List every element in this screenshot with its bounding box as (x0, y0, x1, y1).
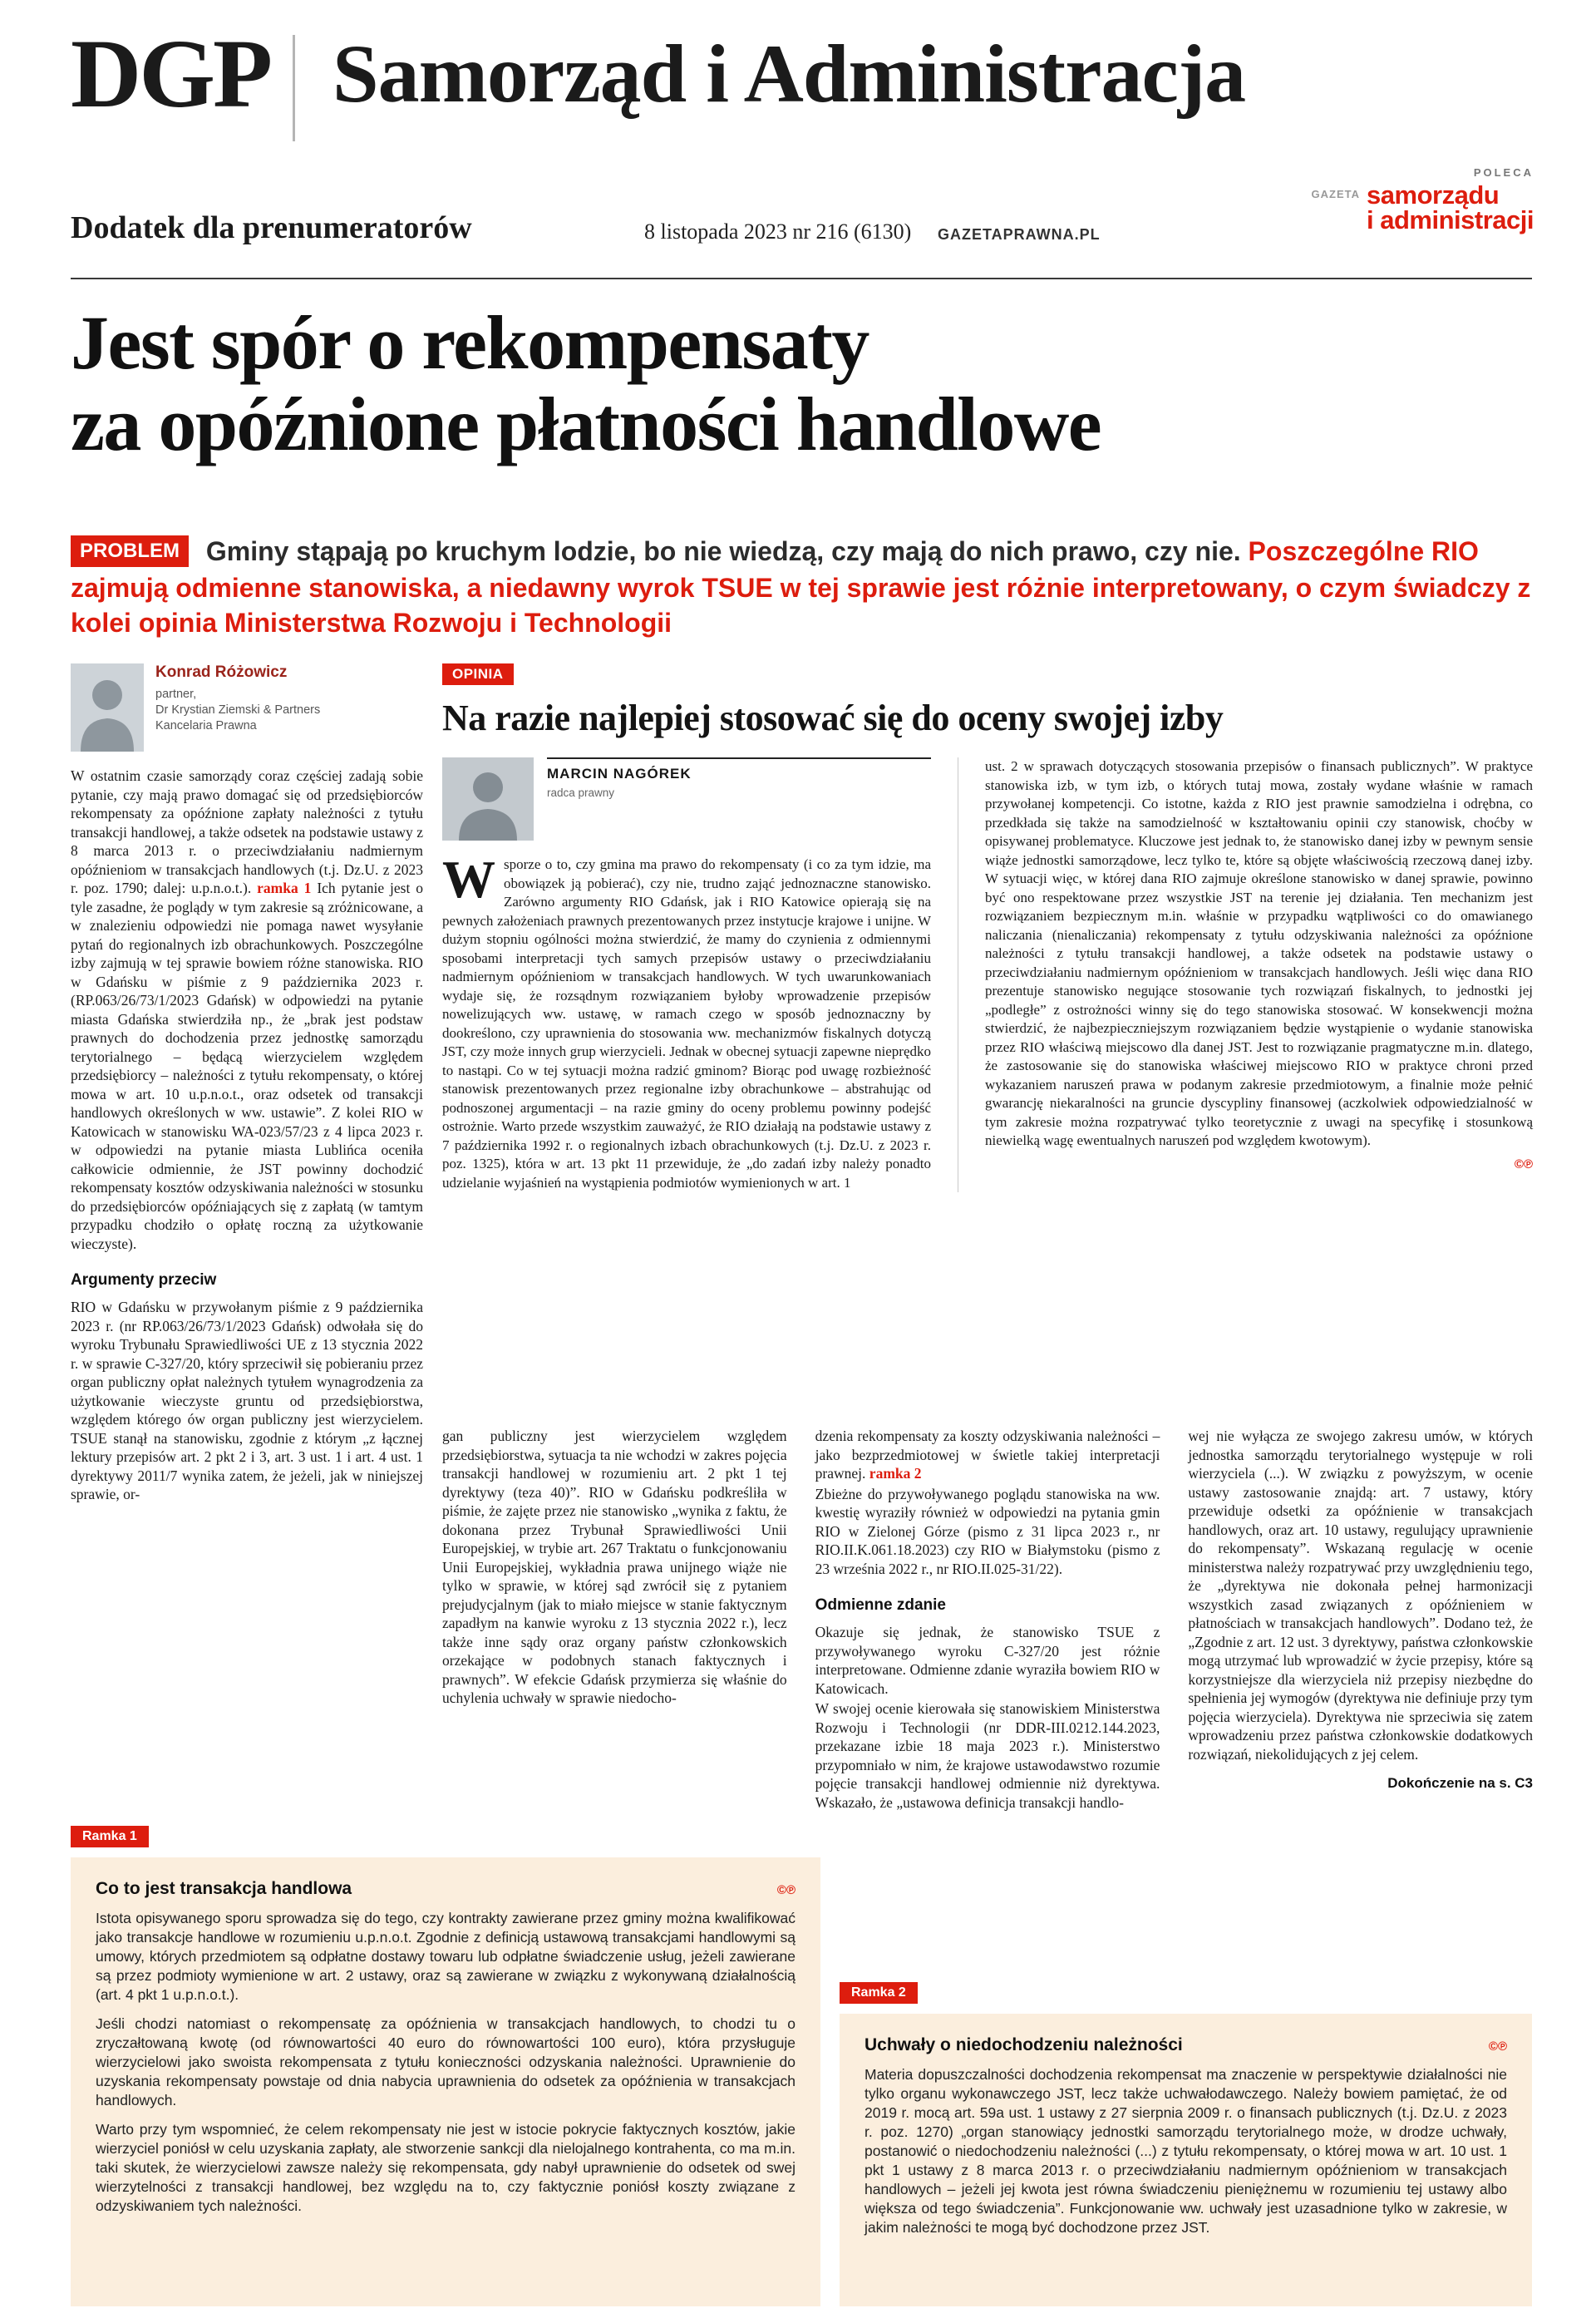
box-reference-marker: ramka 1 (257, 880, 312, 896)
opinion-column-2 (958, 757, 1533, 1192)
opinion-columns (442, 757, 1533, 1192)
opinion-author-name: MARCIN NAGÓREK (547, 766, 692, 782)
box1-title: Co to jest transakcja handlowa (96, 1879, 352, 1898)
headline-line-1: Jest spór o rekompensaty (71, 300, 869, 385)
box2-title: Uchwały o niedochodzeniu należności (864, 2035, 1183, 2054)
person-silhouette-icon (442, 757, 534, 841)
continuation-note: Dokończenie na s. C3 (1387, 1775, 1534, 1791)
opinion-author-info (547, 757, 931, 841)
article-paragraph: W swojej ocenie kierowała się stanowiskiem Ministerstwa Rozwoju i Technologii (nr DDR-III.0212.144.2023, przekazane izbie 18 maja 2023 r.). Ministerstwo przypomniało w nim, że krajowe ustawodawstwo rozumie pojęcie transakcji handlowej odmiennie niż dyrektywa. Wskazało, że „ustawowa definicja transakcji handlo- (815, 1700, 1160, 1811)
headline-line-2: za opóźnione płatności handlowe (71, 381, 1101, 466)
dgp-logo: DGP (71, 19, 271, 128)
box1-paragraph: Warto przy tym wspomnieć, że celem rekompensaty nie jest w istocie pokrycie faktycznych kosztów, jakie wierzyciel poniósł w celu uzyskania zapłaty, ale stworzenie sankcji dla nielojalnego kontrahenta, co ma m.in. taki skutek, że wierzycielowi zawsze należy się rekompensata, gdy nabył uprawnienie do odsetek od swej wierzytelności z transakcji handlowej, bez względu na to, czy faktycznie poniósł koszty związane z odzyskiwaniem tych należności. (96, 2121, 796, 2214)
person-silhouette-icon (71, 663, 144, 752)
copyright-mark: ©℗ (1488, 2039, 1507, 2054)
infobox-uchwaly (840, 2014, 1532, 2306)
article-text: Ich pytanie jest o tyle zasadne, że poglądy w tym zakresie są zróżnicowane, a w znalezieniu odpowiedzi nie pomaga nawet wysyłanie pytań do regionalnych izb obrachunkowych. Poszczególne izby zajmują w tej sprawie bowiem różne stanowiska. RIO w Gdańsku w piśmie z 9 października 2023 r. (RP.063/26/73/1/2023 Gdańsk) w odpowiedzi na pytanie miasta Gdańska stwierdziła np., że „brak jest podstaw prawnych do dochodzenia przez jednostkę samorządu terytorialnego – będącą wierzycielem względem przedsiębiorcy – należności z tytułu rekompensaty, o której mowa w art. 10 u.p.n.o.t., oraz odsetek od transakcji handlowych określonych w ww. ustawie”. Z kolei RIO w Katowicach w stanowisku WA-023/57/23 z 4 lipca 2023 r. w odpowiedzi na pytanie miasta Lublińca oceniła całkowicie odmiennie, że JST powinny dochodzić rekompensaty kosztów odzyskiwania należności w stosunku do przedsiębiorców opóźniających się z zapłatą (w tamtym przypadku chodziło o opłatę roczną za użytkowanie wieczyste). (71, 880, 423, 1252)
author-role (155, 687, 320, 734)
infobox-transakcja-handlowa (71, 1857, 820, 2306)
edition-label: Dodatek dla prenumeratorów (71, 210, 472, 245)
issue-date: 8 listopada 2023 nr 216 (6130) (644, 219, 912, 244)
website-label: GAZETAPRAWNA.PL (938, 226, 1101, 243)
copyright-mark: ©℗ (1514, 1157, 1533, 1171)
article-paragraph: RIO w Gdańsku w przywołanym piśmie z 9 października 2023 r. (nr RP.063/26/73/1/2023 Gdańsk) odwołała się do wyroku Trybunału Sprawiedliwości UE z 13 stycznia 2022 r. w sprawie C-327/20, który sprzeciwił się pobieraniu przez organ publiczny opłat należnych tytułem wynagrodzenia za użytkowanie wieczyste gruntu od przedsiębiorstwa, względem którego ów organ publiczny jest wierzycielem. TSUE stanął na stanowisku, zgodnie z którym „z łącznej lektury przepisów art. 2 pkt 2 i 3, art. 3 ust. 1 i art. 4 ust. 1 dyrektywy 2011/7 wynika zatem, że jeżeli, jak w niniejszej sprawie, or- (71, 1299, 423, 1502)
box1-paragraph: Jeśli chodzi natomiast o rekompensatę za opóźnienia w transakcjach handlowych, to chodzi tu o zryczałtowaną kwotę (od równowartości 40 euro do równowartości 100 euro), która przysługuje wierzycielowi jako swoista rekompensata z tytułu konieczności odzyskania należności. Uprawnienie do uzyskania rekompensaty powstaje od dnia nabycia uprawnienia do odsetek za opóźnienia w transakcjach handlowych. (96, 2015, 796, 2108)
opinion-paragraph: ust. 2 w sprawach dotyczących stosowania przepisów o finansach publicznych”. W praktyce stanowiska izb, w tym izb, o których tutaj mowa, zostały wydane właśnie w ramach przywołanej kompetencji. Co istotne, każda z RIO jest prawnie samodzielna i odrębna, co przedkłada się także na samodzielność w kształtowaniu opinii czy stanowisk, choćby w opisywanej problematyce. Kluczowe jest jednak to, że stanowisko danej izby w pewnym sensie wiąże jednostki samorządowe, lecz tylko te, które są objęte właściwością rzeczową danej izby. W sytuacji więc, w której dana RIO zajmuje określone stanowisko w danej sprawie, powinno być ono respektowane przez wszystkie JST na terenie jej działania. Ten mechanizm jest rozwiązaniem bezpiecznym m.in. właśnie w przypadku wątpliwości co do omawianego naliczania (nienaliczania) rekompensaty z tytułu odzyskiwania należności za opóźnione należności z tytułu transakcji handlowej, a także odsetek na podstawie ustawy o przeciwdziałaniu nadmiernym opóźnieniom w transakcjach handlowych. Jeśli więc dana RIO prezentuje stanowisko negujące stosowanie tych rozwiązań fiskalnych, to jednostki jej „podległe” z ostrożności winny się do tego stanowiska stosować. W konsekwencji można stwierdzić, że najbezpieczniejszym rozwiązaniem będzie wystąpienie o wydanie stanowiska przez RIO właściwą miejscowo dla danej JST. Jest to rozwiązanie pragmatyczne m.in. dlatego, że zastosowanie się do stanowiska właściwej miejscowo RIO w praktyce chroni przed wykazaniem naruszeń prawa w podanym zakresie przedmiotowym, a finalnie może pełnić gwarancję niekaralności na gruncie dyscypliny finansowej (aczkolwiek odpowiedzialność w tym zakresie można rozpatrywać tylko teoretycznie z uwagi na specyfikę i stosunkową niewielką wagę ewentualnych naruszeń pod względem kwotowym). (985, 758, 1533, 1148)
article-column-2 (442, 1427, 787, 1812)
dropcap: W (442, 850, 495, 909)
brand-line-2: i administracji (1367, 205, 1534, 235)
copyright-mark: ©℗ (776, 1883, 796, 1897)
article-author-block (71, 663, 423, 752)
author-firm-line-2: Kancelaria Prawna (155, 718, 257, 732)
brand-logo (1367, 180, 1534, 235)
author-info (155, 663, 320, 752)
supplement-title: Samorząd i Administracja (332, 27, 1246, 120)
article-paragraph (815, 1427, 1160, 1483)
main-headline (71, 300, 1101, 466)
author-photo (71, 663, 144, 752)
opinion-author-role: radca prawny (547, 787, 615, 799)
gazeta-label: GAZETA (1311, 188, 1361, 200)
box2-paragraph: Materia dopuszczalności dochodzenia rekompensat ma znaczenie w perspektywie działalności nie tylko organu wykonawczego JST, lecz także uchwałodawczego. Należy bowiem pamiętać, że od 2019 r. mocą art. 59a ust. 1 ustawy z 27 sierpnia 2009 r. o finansach publicznych (t.j. Dz.U. z 2023 r. poz. 1270) „organ stanowiący jednostki samorządu terytorialnego może, w drodze uchwały, postanowić o niedochodzeniu należności (...) z tytułu rekompensaty, o której mowa w art. 10 ust. 1 pkt 1 ustawy z 8 marca 2013 r. o przeciwdziałaniu nadmiernym opóźnieniom w transakcjach handlowych – jeżeli jej kwota jest równa świadczeniu pieniężnemu w rozumieniu tej ustawy albo większa od tego świadczenia”. Funkcjonowanie ww. uchwały jest uzasadnione tylko w zakresie, w jakim należności te mogą być dochodzone przez JST. (864, 2066, 1507, 2236)
opinion-headline: Na razie najlepiej stosować się do oceny swojej izby (442, 698, 1224, 738)
lead-text-red: Poszczególne RIO zajmują odmienne stanowiska, a niedawny wyrok TSUE w tej sprawie jest różnie interpretowany, o czym świadczy z kolei opinia Ministerstwa Rozwoju i Technologii (71, 536, 1531, 638)
lead-text-dark: Gminy stąpają po kruchym lodzie, bo nie wiedzą, czy mają do nich prawo, czy nie. (205, 536, 1241, 566)
article-column-4 (1188, 1427, 1533, 1812)
opinion-column-1 (442, 757, 958, 1192)
box1-paragraph: Istota opisywanego sporu sprowadza się do tego, czy kontrakty zawierane przez gminy można kwalifikować jako transakcje handlowe w rozumieniu u.p.n.o.t. Zgodnie z definicją ustawową transakcjami handlowymi są umowy, których przedmiotem są odpłatne dostawy towaru lub odpłatne świadczenie usług, jeżeli zawierane są przez podmioty wymienione w art. 2 ustawy, oraz są zawierane w związku z wykonywaną działalnością (art. 4 pkt 1 u.p.n.o.t.). (96, 1910, 796, 2003)
author-role-line: partner, (155, 688, 197, 701)
article-paragraph: wej nie wyłącza ze swojego zakresu umów, w których jednostka samorządu terytorialnego występuje w roli wierzyciela (...). W związku z powyższym, w ocenie ustawy zastosowanie znajdą: art. 7 ustawy, który przewiduje odsetki za opóźnienie w transakcjach handlowych, oraz art. 10 ustawy, regulujący uprawnienie do rekompensaty”. Wskazaną regulację w ocenie ministerstwa należy rozpatrywać przy uwzględnieniu tego, że „dyrektywa nie dokonała pełnej harmonizacji wszystkich zasad związanych z opóźnieniem w płatnościach w transakcjach handlowych”. Dodano też, że „Zgodnie z art. 12 ust. 3 dyrektywy, państwa członkowskie mogą utrzymać lub wprowadzić w życie przepisy, które są korzystniejsze dla wierzyciela niż przepisy niezbędne do spełnienia jej wymogów (dyrektywa nie definiuje przy tym pojęcia wierzyciela). Dyrektywa nie sprzeciwia się zatem wprowadzeniu przez państwa członkowskie dodatkowych rozwiązań, niekolidujących z jej celem. (1188, 1428, 1534, 1763)
author-firm-line-1: Dr Krystian Ziemski & Partners (155, 703, 321, 717)
opinion-paragraph (442, 850, 931, 1192)
box1-label: Ramka 1 (71, 1826, 149, 1847)
article-paragraph: gan publiczny jest wierzycielem względem przedsiębiorstwa, sytuacja ta nie wchodzi w zakres pojęcia transakcji handlowej w rozumieniu art. 2 pkt 1 tej dyrektywy (teza 40)”. RIO w Gdańsku podkreśliła w piśmie, że zajęte przez nie stanowisko „wynika z faktu, że dokonana przez Trybunał Sprawiedliwości Unii Europejskiej, w trybie art. 267 Traktatu o funkcjonowaniu Unii Europejskiej, wykładnia prawa unijnego wiąże nie tylko w sprawie, w której sąd zwrócił się z pytaniem prejudycjalnym (jak to miało miejsce w stanie faktycznym zapadłym na kanwie wyroku z 13 stycznia 2022 r.), lecz także inne sądy oraz organy państw członkowskich orzekające w podobnych stanach faktycznych i prawnych”. W efekcie Gdańsk przymierza się właśnie do uchylenia uchwały w sprawie niedocho- (442, 1428, 787, 1706)
box-reference-marker: ramka 2 (869, 1465, 922, 1482)
opinion-text: sporze o to, czy gmina ma prawo do rekompensaty (i co za tym idzie, ma obowiązek ją pobierać), czy nie, trudno zająć jednoznaczne stanowisko. Zarówno argumenty RIO Gdańsk, jak i RIO Katowice opierają się na pewnych założeniach prawnych prezentowanych przez instytucje krajowe i unijne. W dużym stopniu ogólności można stwierdzić, że mamy do czynienia z odmiennymi sposobami interpretacji tych samych przepisów ustawy o przeciwdziałaniu nadmiernym opóźnieniom w transakcjach handlowych. W tych uwarunkowaniach wydaje się, że rozsądnym rozwiązaniem byłoby wprowadzenie przepisów nowelizujących ww. ustawę, w ramach czego w sposób jednoznaczny by dookreślono, czy uprawnienia do stosowania ww. mechanizmów fiskalnych dotyczą JST, czy może innych grup wierzycieli. Jednak w obecnej sytuacji zapewne nieprędko to nastąpi. Co w tej sytuacji można radzić gminom? Biorąc pod uwagę rozbieżność stanowisk prezentowanych przez regionalne izby obrachunkowe – abstrahując od podnoszonej argumentacji – na razie gminy do oceny problemu powinny podejść ostrożnie. Warto przede wszystkim zauważyć, że RIO działają na podstawie ustawy z 7 października 1992 r. o regionalnych izbach obrachunkowych (t.j. Dz.U. z 2023 r. poz. 1325), która w art. 13 pkt 11 przewiduje, że „do zadań izby należy ponadto udzielanie wyjaśnień na wystąpienia podmiotów wymienionych w art. 1 (442, 856, 931, 1191)
article-subhead: Odmienne zdanie (815, 1596, 946, 1614)
article-column-1 (71, 663, 423, 1504)
article-paragraph: Okazuje się jednak, że stanowisko TSUE z przywoływanego wyroku C-327/20 jest różnie interpretowane. Odmienne zdanie wyraziła bowiem RIO w Katowicach. (815, 1624, 1160, 1697)
article-text: W ostatnim czasie samorządy coraz częściej zadają sobie pytanie, czy mają prawo domagać się od przedsiębiorców rekompensaty za opóźnione zapłaty należności z tytułu transakcji handlowej, a także odsetek na podstawie ustawy z 8 marca 2013 r. o przeciwdziałaniu nadmiernym opóźnieniom w transakcjach handlowych (t.j. Dz.U. z 2023 r. poz. 1790; dalej: u.p.n.o.t.). (71, 767, 423, 896)
article-paragraph: Zbieżne do przywoływanego poglądu stanowiska na ww. kwestię wyraziły również w odpowiedzi na pytania gmin RIO w Zielonej Górze (pismo z 31 lipca 2023 r., nr RIO.II.K.061.18.2023) czy RIO w Białymstoku (pismo z 23 września 2022 r., nr RIO.II.025-31/22). (815, 1485, 1160, 1577)
article-text: dzenia rekompensaty za koszty odzyskiwania należności – jako bezprzedmiotowej w świetle takiej interpretacji prawnej. (815, 1428, 1160, 1482)
article-column-3 (815, 1427, 1160, 1812)
box2-label: Ramka 2 (840, 1982, 918, 2004)
lead-paragraph (71, 534, 1534, 640)
article-paragraph (71, 767, 423, 1253)
brand-line-1: samorządu (1367, 180, 1500, 210)
poleca-brand-block (1312, 166, 1534, 233)
problem-tag: PROBLEM (71, 535, 189, 567)
header-rule (71, 278, 1532, 279)
poleca-label: POLECA (1473, 166, 1534, 179)
opinion-author-photo (442, 757, 534, 841)
opinion-section (442, 663, 1533, 1192)
author-name: Konrad Różowicz (155, 663, 288, 681)
opinion-author-block (442, 757, 931, 841)
article-lower-columns (442, 1427, 1533, 1812)
opinia-tag: OPINIA (442, 663, 514, 685)
article-subhead: Argumenty przeciw (71, 1271, 217, 1289)
masthead-divider (293, 35, 295, 141)
